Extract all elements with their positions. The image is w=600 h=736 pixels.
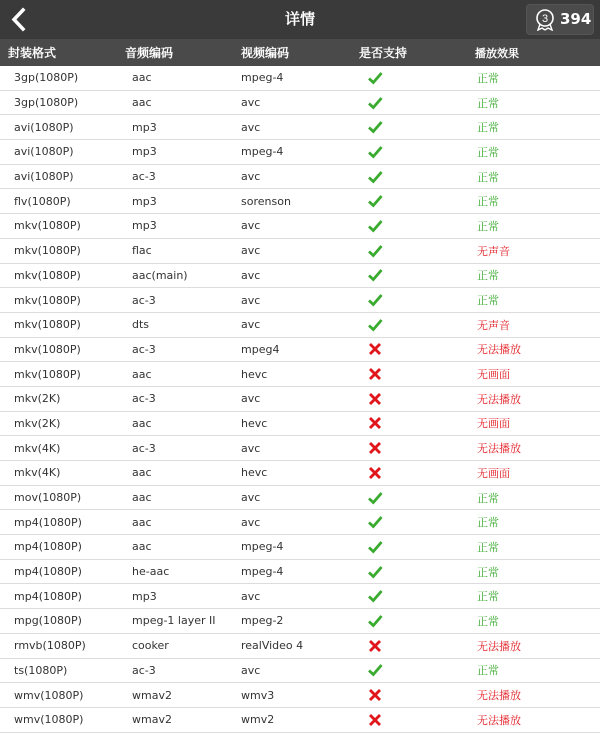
table-row (0, 486, 600, 511)
cell-effect: 正常 (477, 145, 499, 159)
table-row (0, 535, 600, 560)
cell-audio: wmav2 (132, 688, 172, 702)
cell-audio: ac-3 (132, 663, 156, 677)
cell-video: wmv2 (241, 713, 275, 727)
check-icon (367, 613, 383, 629)
cell-video: avc (241, 491, 261, 505)
check-icon (367, 119, 383, 135)
cell-video: avc (241, 120, 261, 134)
cell-effect: 无画面 (477, 466, 510, 480)
table-row (0, 239, 600, 264)
cell-audio: aac (132, 466, 152, 480)
cell-supported (353, 712, 470, 728)
cell-video: realVideo 4 (241, 639, 304, 653)
check-icon (367, 292, 383, 308)
table-row (0, 560, 600, 585)
cell-video: avc (241, 318, 261, 332)
cell-format: mov(1080P) (14, 491, 82, 505)
cell-video: mpeg-4 (241, 145, 284, 159)
cross-icon (367, 391, 383, 407)
cross-icon (367, 415, 383, 431)
cell-format: mkv(1080P) (14, 318, 81, 332)
cell-audio: aac (132, 416, 152, 430)
check-icon (367, 70, 383, 86)
table-row (0, 510, 600, 535)
check-icon (367, 514, 383, 530)
cell-format: rmvb(1080P) (14, 639, 86, 653)
cell-format: 3gp(1080P) (14, 96, 79, 110)
table-row (0, 708, 600, 733)
cell-supported (353, 613, 470, 629)
cell-audio: aac(main) (132, 268, 188, 282)
cell-audio: ac-3 (132, 293, 156, 307)
cross-icon (367, 638, 383, 654)
cell-audio: aac (132, 367, 152, 381)
cell-effect: 无法播放 (477, 392, 521, 406)
cell-audio: wmav2 (132, 713, 172, 727)
page-title: 详情 (284, 10, 315, 28)
cell-supported (353, 243, 470, 259)
cell-format: mkv(2K) (14, 392, 61, 406)
cell-video: avc (241, 170, 261, 184)
cell-supported (353, 662, 470, 678)
cell-supported (353, 687, 470, 703)
table-row (0, 362, 600, 387)
check-icon (367, 564, 383, 580)
cross-icon (367, 440, 383, 456)
cell-audio: mp3 (132, 120, 157, 134)
cell-effect: 无法播放 (477, 343, 521, 357)
cell-effect: 无法播放 (477, 689, 521, 703)
cell-format: mpg(1080P) (14, 614, 82, 628)
check-icon (367, 144, 383, 160)
cell-audio: dts (132, 318, 150, 332)
cell-format: mp4(1080P) (14, 540, 82, 554)
cell-video: wmv3 (241, 688, 275, 702)
cell-supported (353, 169, 470, 185)
cell-format: mkv(2K) (14, 416, 61, 430)
cell-audio: flac (132, 244, 152, 258)
cell-audio: cooker (132, 639, 169, 653)
cell-effect: 正常 (477, 121, 499, 135)
cell-format: mp4(1080P) (14, 515, 82, 529)
cell-supported (353, 391, 470, 407)
table-row (0, 338, 600, 363)
cell-supported (353, 119, 470, 135)
cell-audio: aac (132, 491, 152, 505)
cell-audio: ac-3 (132, 441, 156, 455)
cell-supported (353, 144, 470, 160)
cell-video: hevc (241, 466, 268, 480)
cell-effect: 无法播放 (477, 713, 521, 727)
table-row (0, 659, 600, 684)
cell-format: flv(1080P) (14, 194, 71, 208)
cell-format: mkv(1080P) (14, 367, 81, 381)
check-icon (367, 169, 383, 185)
cell-effect: 正常 (477, 170, 499, 184)
cell-supported (353, 514, 470, 530)
cell-video: hevc (241, 416, 268, 430)
table-row (0, 412, 600, 437)
cell-video: mpeg-4 (241, 540, 284, 554)
cell-effect: 无声音 (477, 318, 510, 332)
check-icon (367, 267, 383, 283)
top-bar (0, 0, 600, 39)
table-row (0, 436, 600, 461)
table-row (0, 387, 600, 412)
cell-effect: 无声音 (477, 244, 510, 258)
cell-format: mkv(4K) (14, 466, 61, 480)
cell-effect: 正常 (477, 219, 499, 233)
cell-audio: mp3 (132, 219, 157, 233)
cross-icon (367, 366, 383, 382)
cell-supported (353, 193, 470, 209)
medal-icon (534, 9, 556, 31)
cell-video: mpeg-2 (241, 614, 284, 628)
cell-effect: 正常 (477, 664, 499, 678)
table-row (0, 264, 600, 289)
cell-effect: 正常 (477, 269, 499, 283)
cell-video: hevc (241, 367, 268, 381)
cross-icon (367, 465, 383, 481)
cell-effect: 无法播放 (477, 442, 521, 456)
cell-supported (353, 465, 470, 481)
medal-digit: 3 (541, 13, 549, 25)
table-row (0, 165, 600, 190)
cell-supported (353, 218, 470, 234)
cross-icon (367, 712, 383, 728)
cell-format: ts(1080P) (14, 663, 68, 677)
cell-supported (353, 539, 470, 555)
cell-video: avc (241, 441, 261, 455)
cell-format: mp4(1080P) (14, 589, 82, 603)
cell-effect: 正常 (477, 516, 499, 530)
cell-audio: aac (132, 515, 152, 529)
table-row (0, 288, 600, 313)
header-audio: 音频编码 (125, 46, 174, 60)
cell-effect: 正常 (477, 565, 499, 579)
cell-audio: mp3 (132, 589, 157, 603)
table-row (0, 115, 600, 140)
cell-supported (353, 70, 470, 86)
header-supported: 是否支持 (359, 46, 408, 60)
cell-video: avc (241, 96, 261, 110)
cell-audio: ac-3 (132, 170, 156, 184)
cell-audio: mp3 (132, 194, 157, 208)
cell-video: avc (241, 515, 261, 529)
cell-video: sorenson (241, 194, 291, 208)
cell-audio: ac-3 (132, 342, 156, 356)
cell-format: mkv(4K) (14, 441, 61, 455)
check-icon (367, 193, 383, 209)
check-icon (367, 218, 383, 234)
cell-supported (353, 317, 470, 333)
cell-video: mpeg4 (241, 342, 280, 356)
cell-supported (353, 490, 470, 506)
cell-format: mkv(1080P) (14, 342, 81, 356)
cell-supported (353, 366, 470, 382)
cell-format: 3gp(1080P) (14, 71, 79, 85)
table-row (0, 683, 600, 708)
cell-supported (353, 588, 470, 604)
check-icon (367, 243, 383, 259)
cell-format: wmv(1080P) (14, 713, 84, 727)
cell-format: mp4(1080P) (14, 565, 82, 579)
check-icon (367, 317, 383, 333)
cell-supported (353, 95, 470, 111)
cell-format: avi(1080P) (14, 170, 74, 184)
table-row (0, 91, 600, 116)
cell-audio: aac (132, 71, 152, 85)
cell-video: avc (241, 244, 261, 258)
header-format: 封装格式 (8, 46, 57, 60)
cell-effect: 正常 (477, 491, 499, 505)
cell-video: avc (241, 219, 261, 233)
cell-effect: 无法播放 (477, 639, 521, 653)
table-row (0, 609, 600, 634)
points-count: 394 (560, 10, 592, 28)
cell-audio: aac (132, 96, 152, 110)
table-row (0, 214, 600, 239)
cell-supported (353, 440, 470, 456)
cell-audio: mp3 (132, 145, 157, 159)
cell-format: mkv(1080P) (14, 293, 81, 307)
table-row (0, 634, 600, 659)
cell-supported (353, 564, 470, 580)
cell-audio: ac-3 (132, 392, 156, 406)
table-row (0, 584, 600, 609)
check-icon (367, 588, 383, 604)
cell-format: mkv(1080P) (14, 268, 81, 282)
table-row (0, 66, 600, 91)
table-body (0, 66, 600, 733)
table-row (0, 313, 600, 338)
cell-audio: aac (132, 540, 152, 554)
cell-effect: 无画面 (477, 368, 510, 382)
cell-effect: 正常 (477, 96, 499, 110)
check-icon (367, 662, 383, 678)
check-icon (367, 95, 383, 111)
header-video: 视频编码 (241, 46, 290, 60)
cell-format: wmv(1080P) (14, 688, 84, 702)
cell-supported (353, 341, 470, 357)
table-row (0, 461, 600, 486)
table-row (0, 189, 600, 214)
header-effect: 播放效果 (475, 46, 519, 60)
cell-video: avc (241, 663, 261, 677)
cell-video: mpeg-4 (241, 565, 284, 579)
cell-video: mpeg-4 (241, 71, 284, 85)
cell-supported (353, 638, 470, 654)
cell-format: avi(1080P) (14, 145, 74, 159)
cell-audio: mpeg-1 layer II (132, 614, 216, 628)
check-icon (367, 539, 383, 555)
cell-supported (353, 292, 470, 308)
cell-format: mkv(1080P) (14, 219, 81, 233)
table-header (0, 39, 600, 66)
cell-format: avi(1080P) (14, 120, 74, 134)
cell-video: avc (241, 268, 261, 282)
points-badge[interactable] (526, 4, 594, 35)
table-row (0, 140, 600, 165)
cross-icon (367, 341, 383, 357)
cell-format: mkv(1080P) (14, 244, 81, 258)
cell-effect: 正常 (477, 614, 499, 628)
cell-effect: 无画面 (477, 417, 510, 431)
cell-effect: 正常 (477, 294, 499, 308)
cell-supported (353, 415, 470, 431)
cell-video: avc (241, 293, 261, 307)
cell-effect: 正常 (477, 195, 499, 209)
cell-effect: 正常 (477, 71, 499, 85)
cell-effect: 正常 (477, 540, 499, 554)
cell-supported (353, 267, 470, 283)
check-icon (367, 490, 383, 506)
cell-video: avc (241, 392, 261, 406)
cross-icon (367, 687, 383, 703)
cell-audio: he-aac (132, 565, 170, 579)
cell-video: avc (241, 589, 261, 603)
cell-effect: 正常 (477, 590, 499, 604)
